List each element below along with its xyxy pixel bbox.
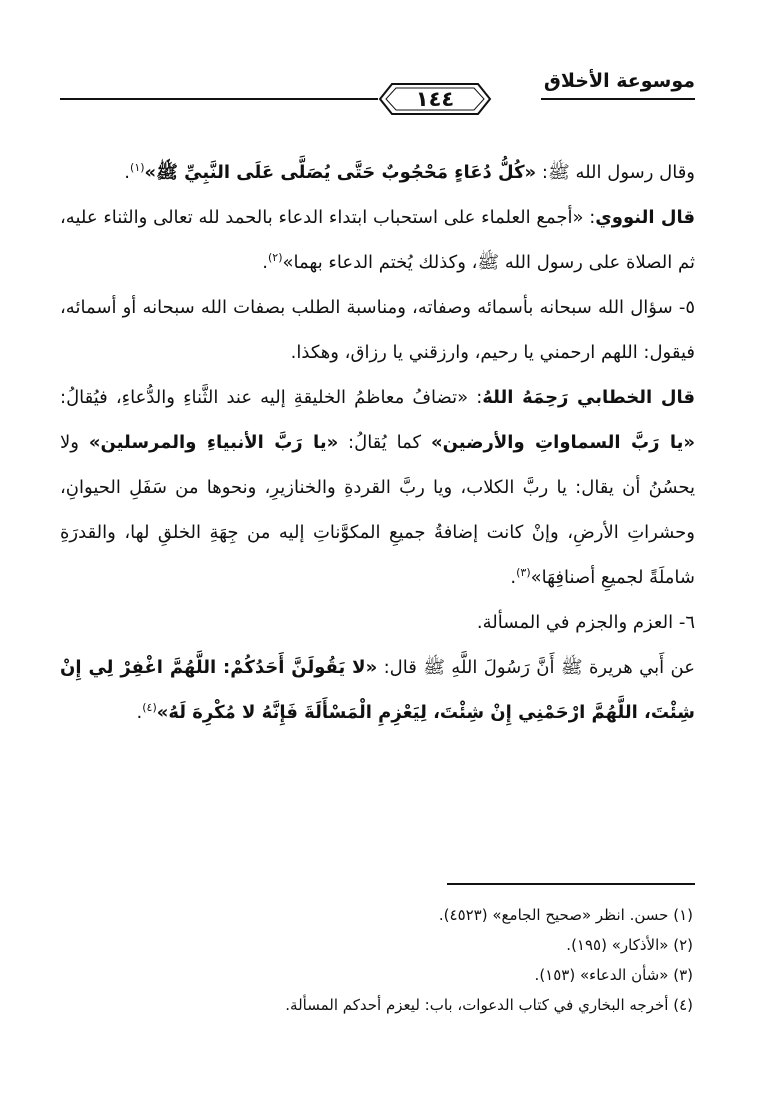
paragraph-6 [60,645,695,735]
footnotes [60,900,693,1020]
page-number-badge [378,82,492,116]
footnote-3 [60,960,693,990]
paragraph-4 [60,375,695,600]
p4-quote-1: «يا رَبَّ السماواتِ والأرضين» [430,432,695,453]
footnote-text: أخرجه البخاري في كتاب الدعوات، باب: ليعزم أحدكم المسألة. [285,996,669,1014]
p6-hadith: «لا يَقُولَنَّ أَحَدُكُمْ: اللَّهُمَّ اغْفِرْ لِي إِنْ شِئْتَ، اللَّهُمَّ ارْحَمْنِي إِنْ شِئْتَ، لِيَعْزِمِ الْمَسْأَلَةَ فَإِنَّهُ لا مُكْرِهَ لَهُ» [60,657,695,723]
footnote-1 [60,900,693,930]
p2-quote: : «أجمع العلماء على استحباب ابتداء الدعاء بالحمد لله تعالى والثناء عليه، ثم الصلاة على رسول الله ﷺ، وكذلك يُختم الدعاء بهما» [60,207,695,273]
footnote-2 [60,930,693,960]
header-rule-right [541,98,695,100]
header-rule-left [60,98,378,100]
p4-text-1: : «تضافُ معاظمُ الخليقةِ إليه عند الثَّناءِ والدُّعاءِ، فيُقالُ: [60,387,483,408]
footnote-number: (٢) [673,936,693,954]
p1-intro: وقال رسول الله ﷺ: [536,162,695,183]
footnote-divider [447,883,695,885]
page-header [60,62,695,112]
footnote-ref-1[interactable]: (١) [130,161,145,174]
footnote-4 [60,990,693,1020]
p4-speaker: قال الخطابي رَحِمَهُ اللهُ [482,387,695,408]
footnote-ref-4[interactable]: (٤) [142,701,157,714]
p4-text-2: كما يُقالُ: [338,432,431,453]
paragraph-5: ٦- العزم والجزم في المسألة. [476,612,695,633]
footnote-text: حسن. انظر «صحيح الجامع» (٤٥٢٣). [438,906,669,924]
p4-end: . [510,567,517,588]
paragraph-1 [60,150,695,195]
main-text [60,150,695,735]
p4-quote-2: «يا رَبَّ الأنبياءِ والمرسلين» [88,432,339,453]
paragraph-3: ٥- سؤال الله سبحانه بأسمائه وصفاته، ومناسبة الطلب بصفات الله سبحانه أو أسمائه، فيقول: اللهم ارحمني يا رحيم، وارزقني يا رزاق، وهكذا. [60,297,695,363]
book-title: موسوعة الأخلاق [543,70,695,92]
p1-end: . [124,162,131,183]
footnote-number: (٣) [673,966,693,984]
p1-hadith: «كُلُّ دُعَاءٍ مَحْجُوبٌ حَتَّى يُصَلَّى عَلَى النَّبِيِّ ﷺ» [144,162,537,183]
footnote-number: (٤) [673,996,693,1014]
p2-end: . [262,252,268,273]
footnote-number: (١) [673,906,693,924]
page-number: ١٤٤ [415,87,455,111]
p6-intro: عن أَبي هريرة ﷺ أَنَّ رَسُولَ اللَّهِ ﷺ قال: [377,657,696,678]
footnote-text: «الأذكار» (١٩٥). [566,936,669,954]
paragraph-2 [60,195,695,285]
p2-speaker: قال النووي [595,207,695,228]
footnote-ref-2[interactable]: (٢) [267,251,283,264]
footnote-ref-3[interactable]: (٣) [516,566,531,579]
footnote-text: «شأن الدعاء» (١٥٣). [534,966,669,984]
p4-text-3: ولا يحسُنُ أن يقال: يا ربَّ الكلاب، ويا ربَّ القردةِ والخنازيرِ، ونحوها من سَفَلِ الحيوانِ، وحشراتِ الأرضِ، وإنْ كانت إضافةُ جميعِ المكوَّناتِ إليه من جِهَةِ الخلقِ لها، والقدرَةِ شاملَةً لجميعِ أصنافِهَا» [60,432,695,588]
p6-end: . [136,702,143,723]
